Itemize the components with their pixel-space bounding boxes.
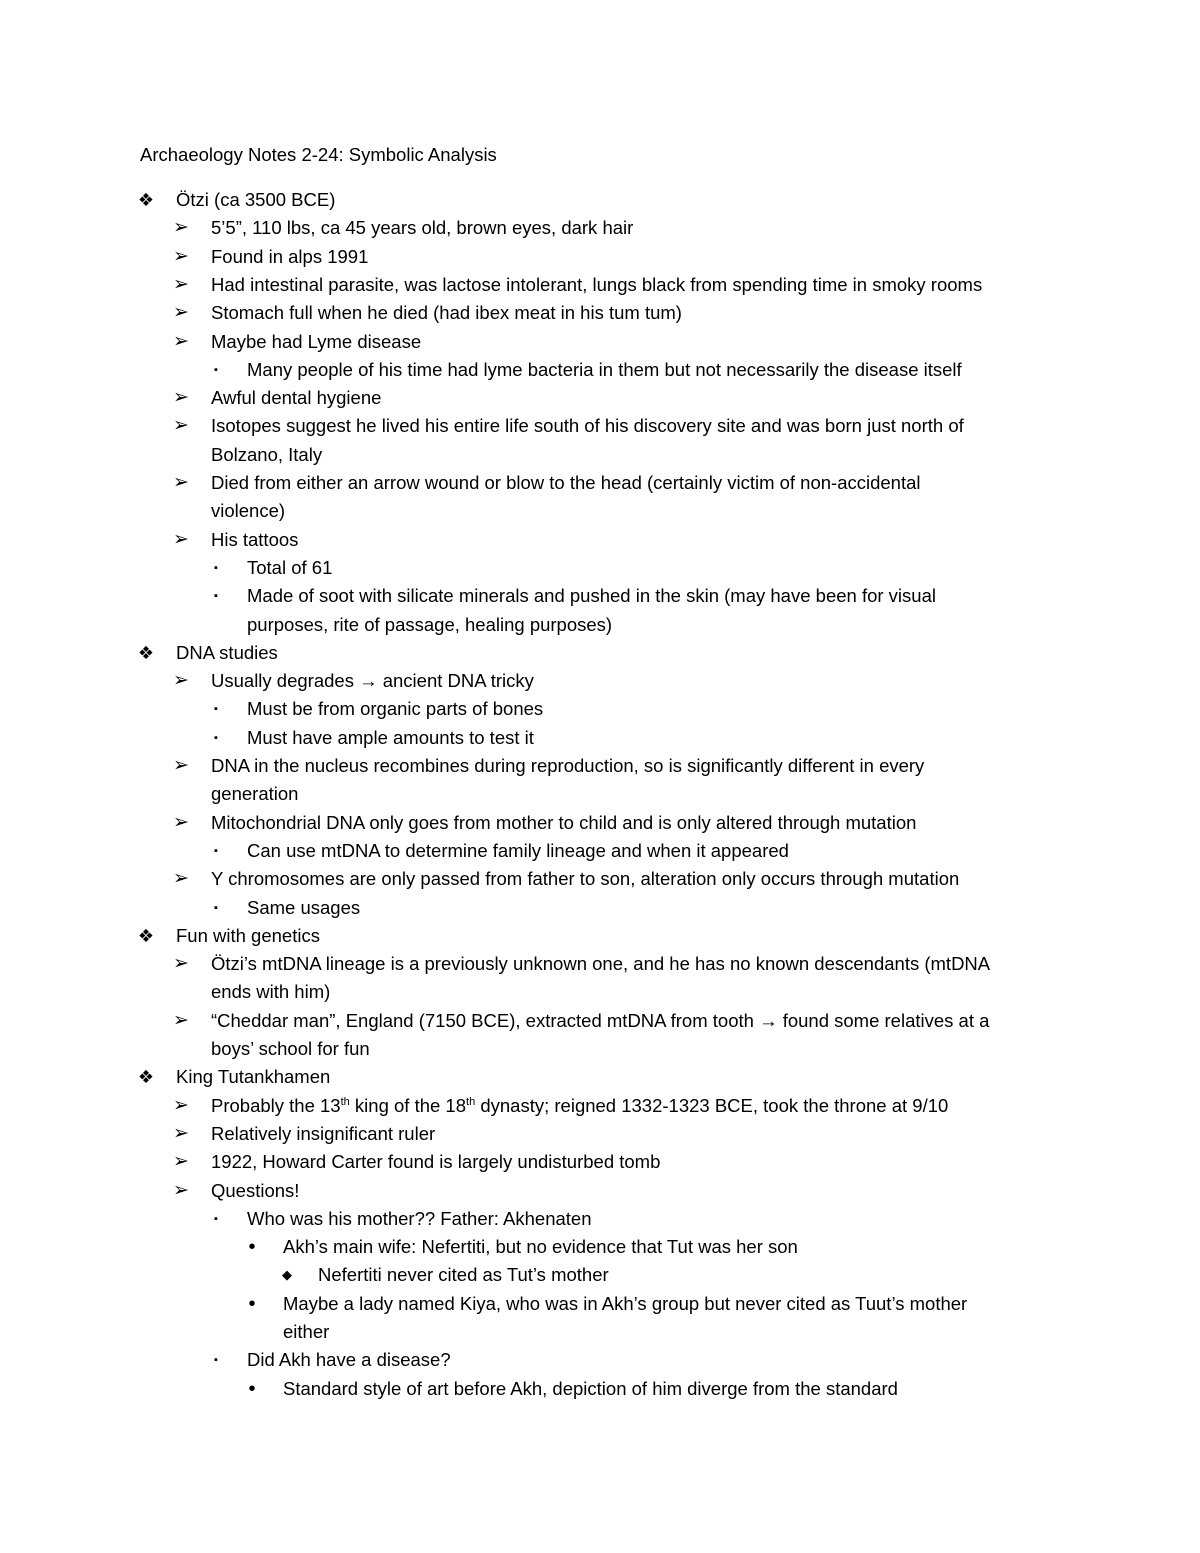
right-arrow-icon: → [759, 1009, 778, 1031]
note-text-part: king of the 18 [349, 1094, 467, 1116]
note-line-level-3: Made of soot with silicate minerals and pushed in the skin (may have been for visual [247, 585, 936, 607]
note-line-level-2 [211, 667, 534, 695]
note-line-level-2: 5’5”, 110 lbs, ca 45 years old, brown eyes, dark hair [211, 217, 634, 239]
diamond-bullet-icon: ❖ [137, 190, 155, 210]
note-line-level-4: Maybe a lady named Kiya, who was in Akh’s group but never cited as Tuut’s mother [283, 1292, 968, 1314]
small-diamond-bullet-icon: ◆ [282, 1267, 292, 1283]
note-line-level-2: Had intestinal parasite, was lactose intolerant, lungs black from spending time in smoky rooms [211, 273, 983, 295]
note-text-part: found some relatives at a [777, 1009, 990, 1031]
note-line-level-3: Must be from organic parts of bones [247, 698, 544, 720]
arrow-bullet-icon: ➢ [173, 330, 189, 352]
arrow-bullet-icon: ➢ [173, 273, 189, 295]
note-line-level-2: violence) [211, 500, 286, 522]
note-line-level-2: Mitochondrial DNA only goes from mother to child and is only altered through mutation [211, 811, 917, 833]
note-line-level-2: ends with him) [211, 981, 331, 1003]
arrow-bullet-icon: ➢ [173, 387, 189, 409]
note-line-level-3: purposes, rite of passage, healing purposes) [247, 613, 613, 635]
arrow-bullet-icon: ➢ [173, 670, 189, 692]
dot-bullet-icon: • [248, 1292, 256, 1315]
arrow-bullet-icon: ➢ [173, 868, 189, 890]
note-line-level-2 [211, 1007, 989, 1035]
arrow-bullet-icon: ➢ [173, 472, 189, 493]
note-line-level-3: Many people of his time had lyme bacteria in them but not necessarily the disease itself [247, 358, 962, 380]
diamond-bullet-icon: ❖ [137, 925, 155, 946]
square-bullet-icon: ▪ [214, 1212, 218, 1225]
note-line-level-1: Fun with genetics [176, 924, 320, 946]
note-line-level-2: DNA in the nucleus recombines during reproduction, so is significantly different in every [211, 755, 925, 776]
note-line-level-2: Ötzi’s mtDNA lineage is a previously unknown one, and he has no known descendants (mtDNA [211, 953, 991, 975]
note-line-level-2: Isotopes suggest he lived his entire life south of his discovery site and was born just north of [211, 415, 964, 437]
note-line-level-3: Did Akh have a disease? [247, 1349, 451, 1371]
arrow-bullet-icon: ➢ [173, 1009, 189, 1031]
superscript-text: th [340, 1095, 350, 1108]
arrow-bullet-icon: ➢ [173, 1179, 189, 1201]
note-line-level-2: boys’ school for fun [211, 1038, 370, 1059]
note-text-part: “Cheddar man”, England (7150 BCE), extracted mtDNA from tooth [211, 1009, 760, 1031]
square-bullet-icon: ▪ [214, 703, 218, 716]
note-line-level-4: either [283, 1321, 330, 1342]
note-text-part: dynasty; reigned 1332-1323 BCE, took the throne at 9/10 [475, 1094, 949, 1116]
note-line-level-2: Died from either an arrow wound or blow to the head (certainly victim of non-accidental [211, 472, 921, 493]
note-line-level-5: Nefertiti never cited as Tut’s mother [318, 1264, 609, 1286]
note-line-level-1: Ötzi (ca 3500 BCE) [176, 189, 336, 210]
note-line-level-1: King Tutankhamen [176, 1066, 331, 1088]
arrow-bullet-icon: ➢ [173, 1122, 189, 1144]
arrow-bullet-icon: ➢ [173, 245, 189, 267]
right-arrow-icon: → [359, 670, 378, 692]
note-line-level-2: Maybe had Lyme disease [211, 330, 422, 352]
note-line-level-1: DNA studies [176, 641, 278, 663]
note-line-level-4: Akh’s main wife: Nefertiti, but no evidence that Tut was her son [283, 1236, 798, 1258]
note-line-level-3: Total of 61 [247, 556, 333, 578]
note-line-level-2: Awful dental hygiene [211, 387, 382, 409]
square-bullet-icon: ▪ [214, 901, 218, 914]
superscript-text: th [466, 1095, 476, 1108]
arrow-bullet-icon: ➢ [173, 302, 189, 324]
diamond-bullet-icon: ❖ [137, 1067, 155, 1088]
note-line-level-2: Y chromosomes are only passed from father to son, alteration only occurs through mutation [211, 868, 960, 890]
note-line-level-2: Found in alps 1991 [211, 245, 369, 267]
note-text-part: ancient DNA tricky [377, 670, 534, 692]
note-line-level-3: Same usages [247, 896, 361, 918]
note-line-level-2: 1922, Howard Carter found is largely undisturbed tomb [211, 1151, 661, 1173]
square-bullet-icon: ▪ [214, 590, 218, 603]
square-bullet-icon: ▪ [214, 844, 218, 857]
note-text-part: Probably the 13 [211, 1094, 341, 1116]
arrow-bullet-icon: ➢ [173, 528, 189, 550]
note-line-level-2: His tattoos [211, 528, 299, 550]
square-bullet-icon: ▪ [214, 1354, 218, 1367]
arrow-bullet-icon: ➢ [173, 415, 189, 437]
dot-bullet-icon: • [248, 1377, 256, 1400]
square-bullet-icon: ▪ [214, 561, 218, 574]
arrow-bullet-icon: ➢ [173, 217, 189, 239]
note-line-level-2: Stomach full when he died (had ibex meat in his tum tum) [211, 302, 682, 324]
note-line-level-3: Can use mtDNA to determine family lineage and when it appeared [247, 839, 789, 861]
note-text-part: Usually degrades [211, 670, 360, 692]
square-bullet-icon: ▪ [214, 731, 218, 744]
note-line-level-3: Who was his mother?? Father: Akhenaten [247, 1207, 592, 1229]
note-line-level-2: generation [211, 783, 299, 805]
note-line-level-2: Bolzano, Italy [211, 443, 323, 465]
square-bullet-icon: ▪ [214, 363, 218, 376]
note-line-level-2: Questions! [211, 1179, 300, 1201]
arrow-bullet-icon: ➢ [173, 1094, 189, 1116]
arrow-bullet-icon: ➢ [173, 1151, 189, 1173]
arrow-bullet-icon: ➢ [173, 755, 189, 776]
arrow-bullet-icon: ➢ [173, 811, 189, 833]
dot-bullet-icon: • [248, 1236, 256, 1259]
note-line-level-4: Standard style of art before Akh, depiction of him diverge from the standard [283, 1377, 898, 1399]
note-line-level-2 [211, 1092, 948, 1120]
page-title: Archaeology Notes 2-24: Symbolic Analysis [140, 144, 497, 165]
arrow-bullet-icon: ➢ [173, 953, 189, 975]
note-line-level-3: Must have ample amounts to test it [247, 726, 534, 748]
diamond-bullet-icon: ❖ [137, 642, 155, 663]
note-line-level-2: Relatively insignificant ruler [211, 1122, 436, 1144]
